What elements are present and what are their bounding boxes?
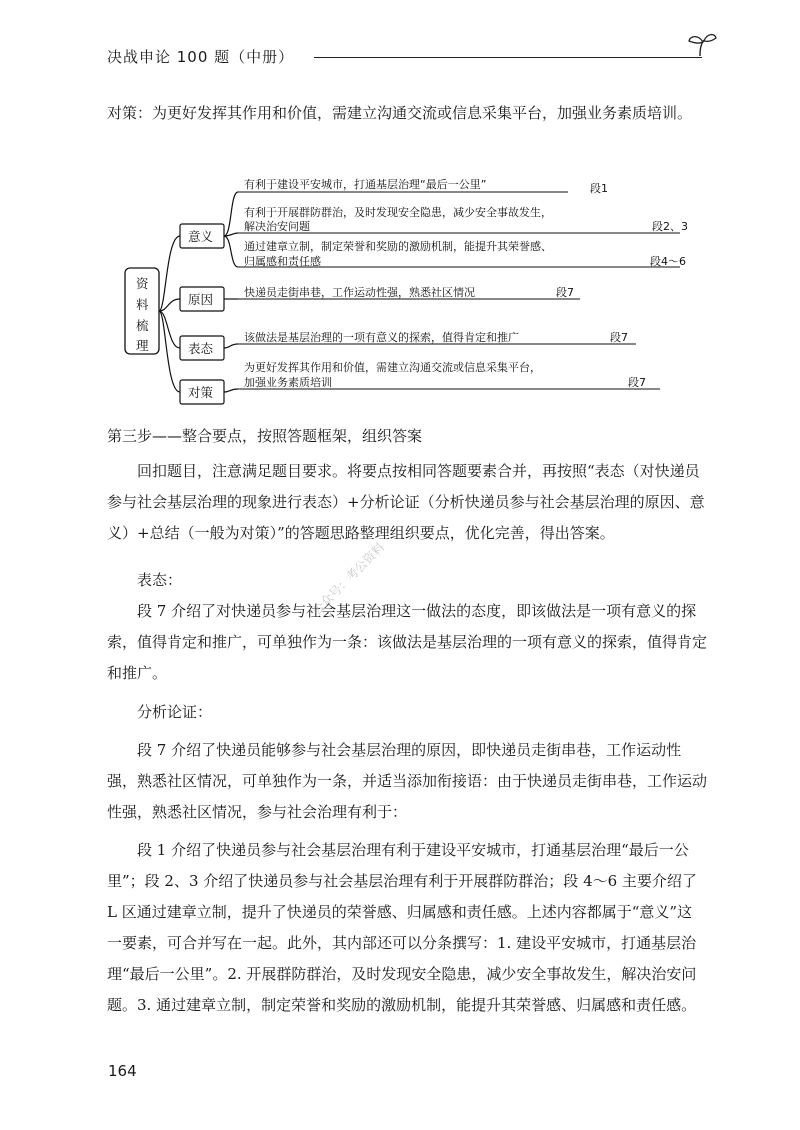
- item-text: 归属感和责任感: [244, 255, 321, 268]
- body-paragraph: 表态：: [137, 571, 183, 589]
- body-paragraph: 段 1 介绍了快递员参与社会基层治理有利于建设平安城市，打通基层治理“最后一公里”；段 2、3 介绍了快递员参与社会基层治理有利于开展群防群治；段 4～6 主要介绍了 L 区通过建章立制，提升了快递员的荣誉感、归属感和责任感。上述内容都属于“意义”这一要素，可合并写在一起。此外，其内部还可以分条撰写：1. 建设平安城市，打通基层治理“最后一公里”。2. 开展群防群治，及时发现安全隐患，减少安全事故发生，解决治安问题。3. 通过建章立制，制定荣誉和奖励的激励机制，能提升其荣誉感、归属感和责任感。: [107, 841, 697, 1014]
- item-text: 为更好发挥其作用和价值，需建立沟通交流或信息采集平台，: [244, 361, 541, 374]
- item-text: 快递员走街串巷，工作运动性强，熟悉社区情况: [244, 286, 475, 299]
- item-ref: 段7: [628, 376, 646, 389]
- step-three-heading: 第三步——整合要点，按照答题框架，组织答案: [107, 427, 423, 445]
- sprout-icon: [682, 30, 722, 60]
- mindmap-root-char: 梳: [136, 318, 149, 333]
- mindmap-root-char: 资: [136, 276, 149, 291]
- item-text: 加强业务素质培训: [244, 376, 332, 389]
- branch-label-meaning: 意义: [188, 229, 214, 244]
- watermark: 公众号：考公资料: [309, 539, 388, 618]
- item-text: 解决治安问题: [244, 220, 310, 233]
- item-ref: 段2、3: [652, 220, 688, 233]
- mindmap-root-char: 料: [136, 297, 149, 312]
- item-ref: 段1: [590, 182, 608, 195]
- branch-label-stance: 表态: [188, 341, 214, 356]
- page-number: 164: [108, 1062, 137, 1080]
- running-header-title: 决战申论 100 题（中册）: [107, 48, 295, 66]
- item-text: 该做法是基层治理的一项有意义的探索，值得肯定和推广: [244, 331, 519, 344]
- body-paragraph: 段 7 介绍了对快递员参与社会基层治理这一做法的态度，即该做法是一项有意义的探索，值得肯定和推广，可单独作为一条：该做法是基层治理的一项有意义的探索，值得肯定和推广。: [107, 602, 708, 682]
- mindmap-diagram: [120, 172, 710, 414]
- item-ref: 段7: [556, 286, 574, 299]
- mindmap-root-char: 理: [136, 338, 149, 353]
- branch-label-reason: 原因: [188, 292, 214, 307]
- body-paragraph: 分析论证：: [137, 703, 213, 721]
- item-text: 有利于开展群防群治，及时发现安全隐患，减少安全事故发生，: [244, 206, 552, 219]
- header-rule: [314, 57, 702, 58]
- item-ref: 段4～6: [650, 255, 686, 268]
- item-ref: 段7: [610, 331, 628, 344]
- branch-label-countermeasure: 对策: [188, 385, 214, 400]
- body-paragraph: 段 7 介绍了快递员能够参与社会基层治理的原因，即快递员走街串巷，工作运动性强，熟悉社区情况，可单独作为一条，并适当添加衔接语：由于快递员走街串巷，工作运动性强，熟悉社区情况，参与社会治理有利于：: [107, 741, 708, 821]
- body-paragraph: 回扣题目，注意满足题目要求。将要点按相同答题要素合并，再按照“表态（对快递员参与社会基层治理的现象进行表态）+分析论证（分析快递员参与社会基层治理的原因、意义）+总结（一般为对策）”的答题思路整理组织要点，优化完善，得出答案。: [107, 462, 705, 542]
- item-text: 有利于建设平安城市，打通基层治理“最后一公里”: [244, 178, 487, 191]
- item-text: 通过建章立制，制定荣誉和奖励的激励机制，能提升其荣誉感、: [244, 240, 552, 253]
- countermeasure-paragraph: 对策：为更好发挥其作用和价值，需建立沟通交流或信息采集平台，加强业务素质培训。: [107, 104, 693, 122]
